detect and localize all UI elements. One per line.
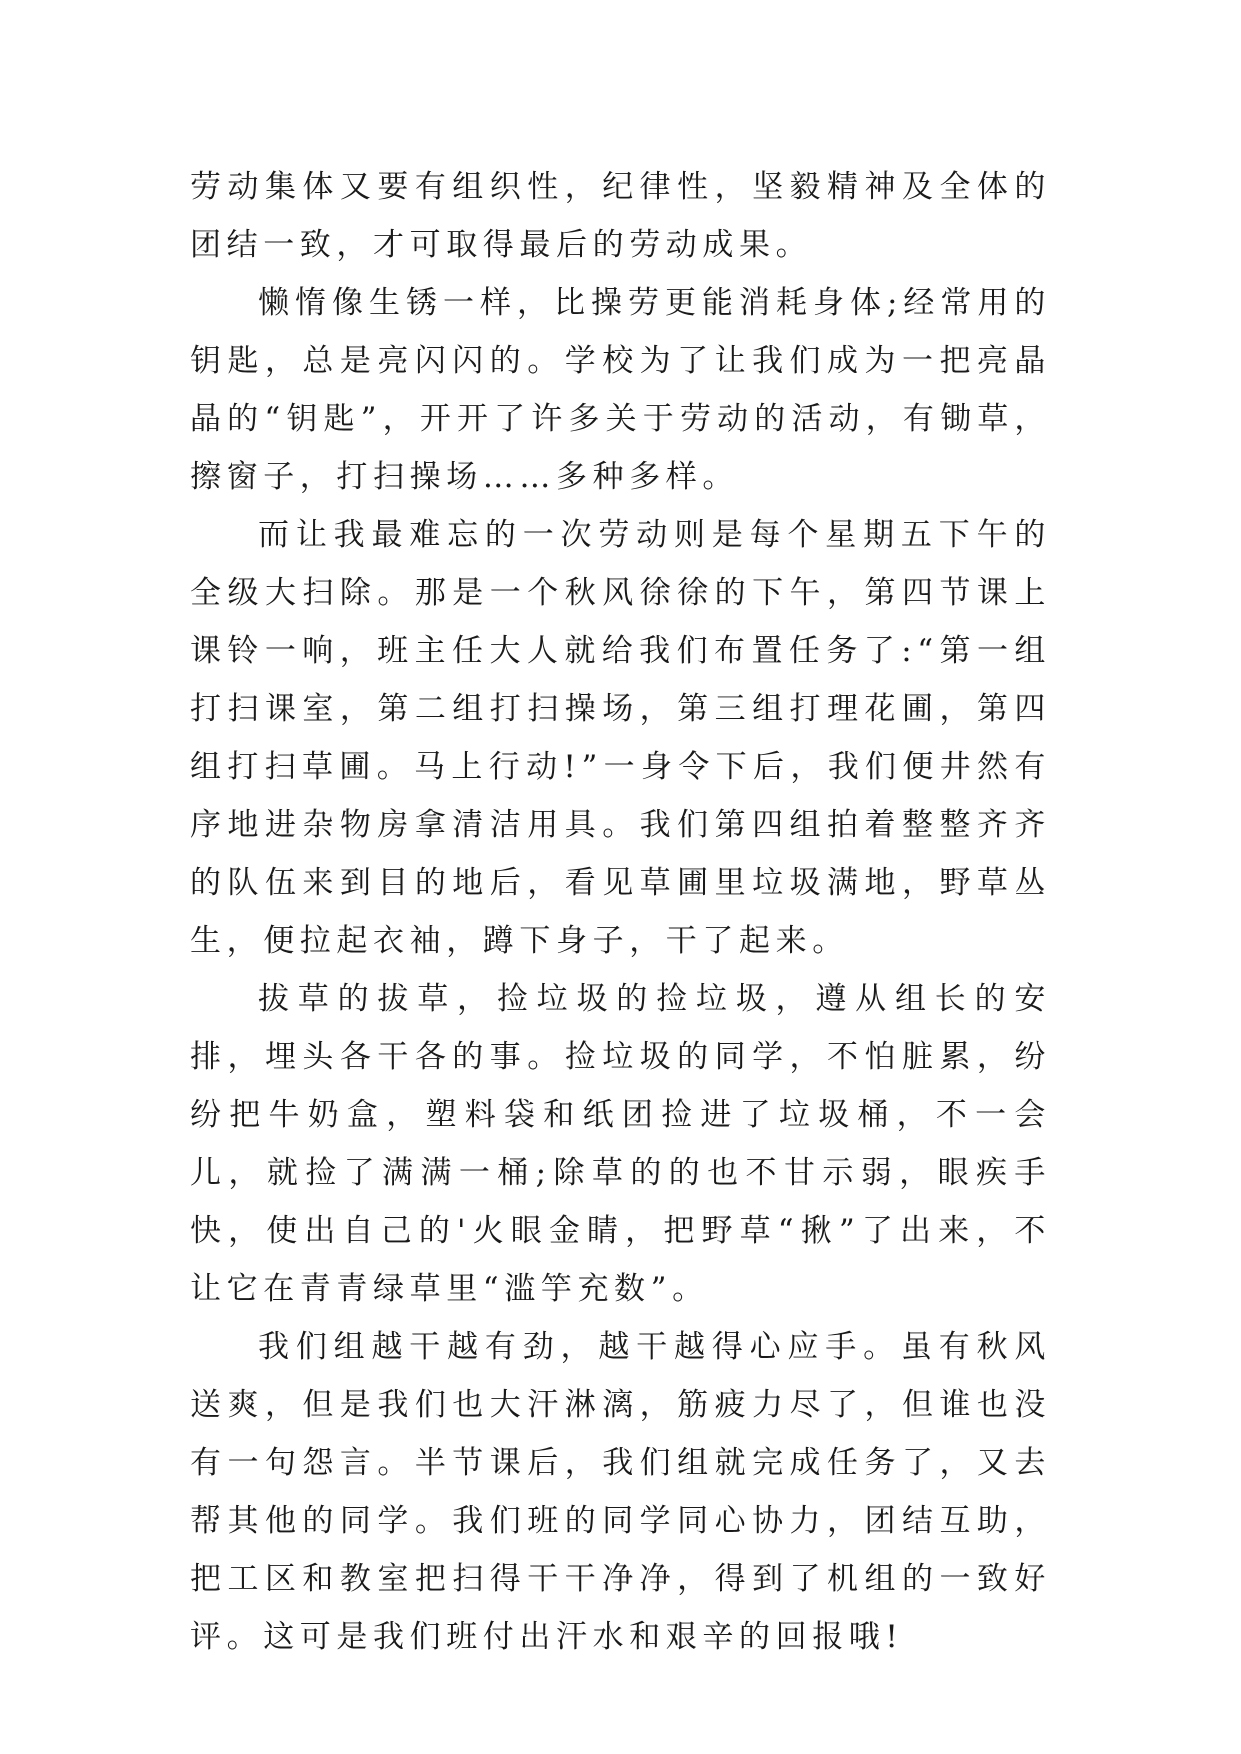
- paragraph-1: 劳动集体又要有组织性，纪律性，坚毅精神及全体的团结一致，才可取得最后的劳动成果。: [190, 169, 1051, 263]
- paragraph-2: 懒惰像生锈一样，比操劳更能消耗身体;经常用的钥匙，总是亮闪闪的。学校为了让我们成为一把亮晶晶的“钥匙”，开开了许多关于劳动的活动，有锄草，擦窗子，打扫操场……多种多样。: [190, 285, 1051, 495]
- paragraph-3: 而让我最难忘的一次劳动则是每个星期五下午的全级大扫除。那是一个秋风徐徐的下午，第四节课上课铃一响，班主任大人就给我们布置任务了:“第一组打扫课室，第二组打扫操场，第三组打理花圃，第四组打扫草圃。马上行动!”一身令下后，我们便井然有序地进杂物房拿清洁用具。我们第四组拍着整整齐齐的队伍来到目的地后，看见草圃里垃圾满地，野草丛生，便拉起衣袖，蹲下身子，干了起来。: [190, 517, 1051, 959]
- paragraph-4: 拔草的拔草，捡垃圾的捡垃圾，遵从组长的安排，埋头各干各的事。捡垃圾的同学，不怕脏累，纷纷把牛奶盒，塑料袋和纸团捡进了垃圾桶，不一会儿，就捡了满满一桶;除草的的也不甘示弱，眼疾手快，使出自己的'火眼金睛，把野草“揪”了出来，不让它在青青绿草里“滥竽充数”。: [190, 981, 1051, 1307]
- paragraph-5: 我们组越干越有劲，越干越得心应手。虽有秋风送爽，但是我们也大汗淋漓，筋疲力尽了，但谁也没有一句怨言。半节课后，我们组就完成任务了，又去帮其他的同学。我们班的同学同心协力，团结互助，把工区和教室把扫得干干净净，得到了机组的一致好评。这可是我们班付出汗水和艰辛的回报哦!: [190, 1329, 1051, 1655]
